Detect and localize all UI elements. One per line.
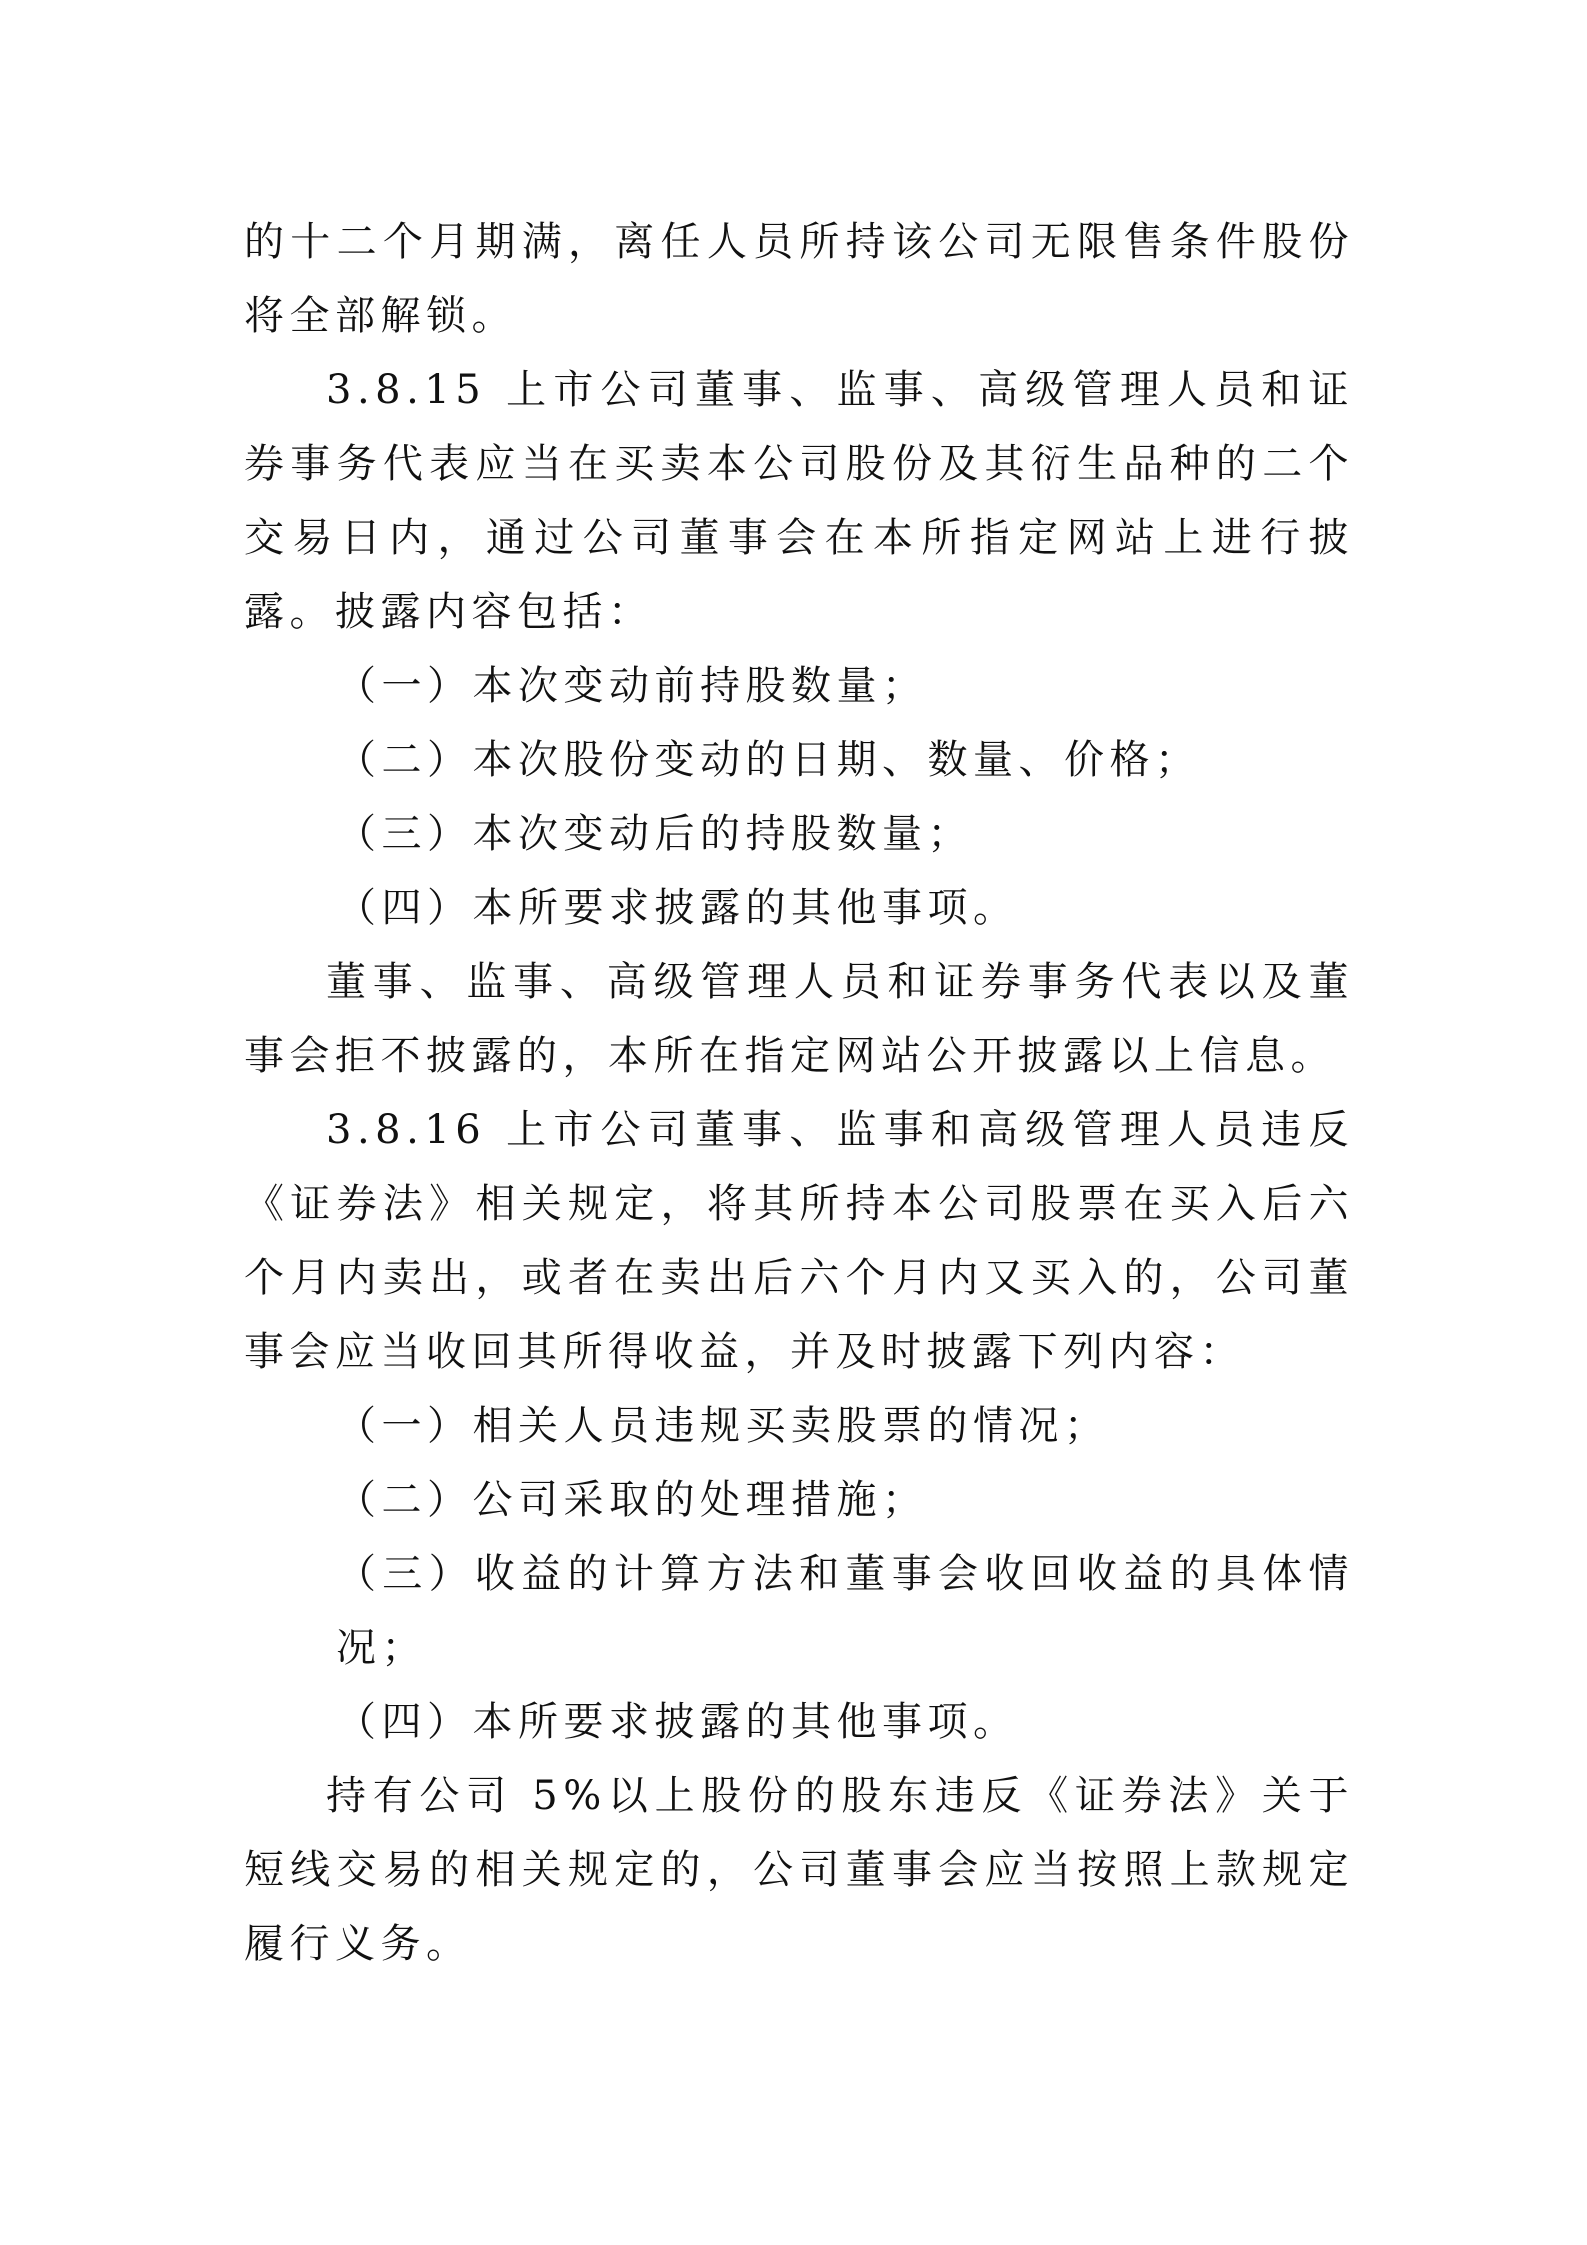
paragraph-article-3-8-16: 3.8.16 上市公司董事、监事和高级管理人员违反《证券法》相关规定，将其所持本公司股票在买入后六个月内卖出，或者在卖出后六个月内又买入的，公司董事会应当收回其所得收益，并及时披露下列内容： [244,1107,1354,1375]
paragraph-article-3-8-15: 3.8.15 上市公司董事、监事、高级管理人员和证券事务代表应当在买卖本公司股份及其衍生品种的二个交易日内，通过公司董事会在本所指定网站上进行披露。披露内容包括： [244,367,1354,635]
paragraph-major-shareholder: 持有公司 5%以上股份的股东违反《证券法》关于短线交易的相关规定的，公司董事会应当按照上款规定履行义务。 [244,1773,1354,1967]
list-item-3-8-15-2: （二）本次股份变动的日期、数量、价格； [336,737,1201,783]
paragraph-refusal-disclosure: 董事、监事、高级管理人员和证券事务代表以及董事会拒不披露的，本所在指定网站公开披露以上信息。 [244,959,1354,1079]
list-item-3-8-15-4: （四）本所要求披露的其他事项。 [336,885,1019,931]
document-body [244,205,1354,1981]
list-item-3-8-16-4: （四）本所要求披露的其他事项。 [336,1699,1019,1745]
list-item-3-8-15-1: （一）本次变动前持股数量； [336,663,928,709]
list-item-3-8-16-3: （三）收益的计算方法和董事会收回收益的具体情况； [336,1551,1354,1671]
list-item-3-8-15-3: （三）本次变动后的持股数量； [336,811,973,857]
list-item-3-8-16-2: （二）公司采取的处理措施； [336,1477,928,1523]
list-item-3-8-16-1: （一）相关人员违规买卖股票的情况； [336,1403,1110,1449]
paragraph-unlock-continuation: 的十二个月期满，离任人员所持该公司无限售条件股份将全部解锁。 [244,219,1354,339]
